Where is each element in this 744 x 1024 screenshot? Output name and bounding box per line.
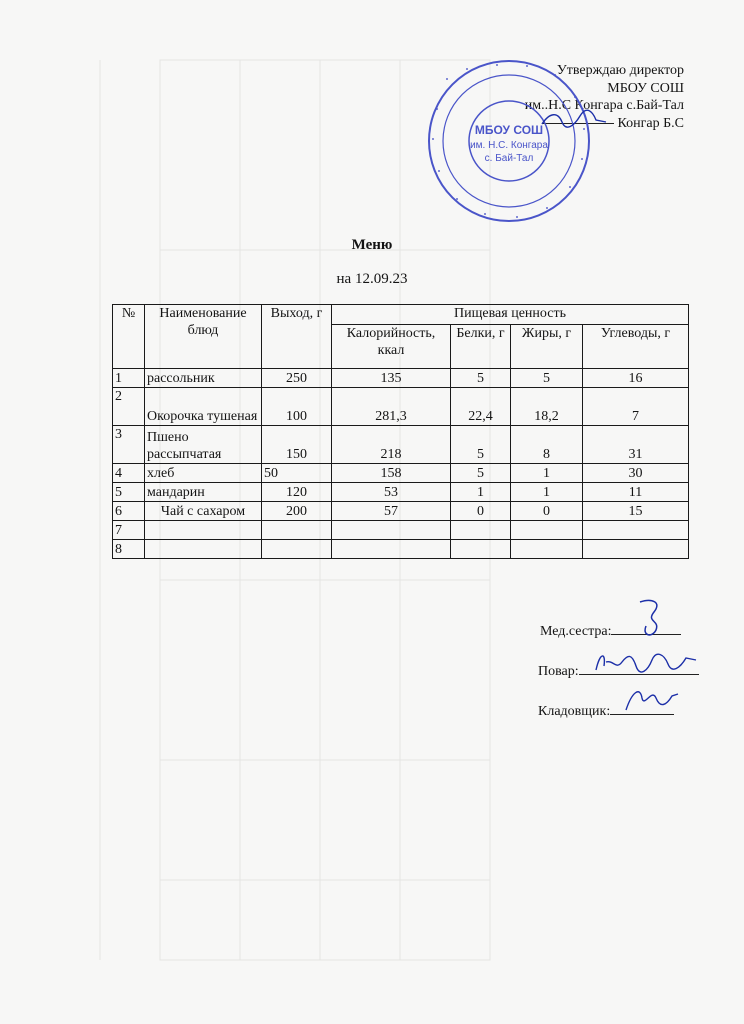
row-yield	[262, 540, 332, 559]
row-carbs	[583, 540, 689, 559]
row-fat: 5	[511, 369, 583, 388]
row-name: рассольник	[145, 369, 262, 388]
row-protein: 5	[451, 426, 511, 464]
row-carbs	[583, 521, 689, 540]
row-protein: 5	[451, 369, 511, 388]
header-name: Наименование блюд	[145, 305, 262, 369]
row-num: 5	[113, 483, 145, 502]
row-num: 7	[113, 521, 145, 540]
document-title: Меню	[351, 237, 393, 253]
nurse-label: Мед.сестра:	[540, 624, 612, 639]
cook-label: Повар:	[538, 664, 579, 679]
table-row	[113, 540, 689, 559]
stamp-line-2: им. Н.С. Конгара	[470, 140, 548, 151]
row-fat: 1	[511, 464, 583, 483]
approval-line-3: им..Н.С Конгара с.Бай-Тал	[524, 98, 684, 113]
row-name: Чай с сахаром	[145, 502, 262, 521]
row-protein: 0	[451, 502, 511, 521]
row-yield: 120	[262, 483, 332, 502]
approval-signer: Конгар Б.С	[617, 115, 684, 131]
row-protein	[451, 521, 511, 540]
document-date: на 12.09.23	[336, 271, 408, 287]
school-stamp	[426, 58, 592, 224]
row-calories	[332, 540, 451, 559]
row-calories: 135	[332, 369, 451, 388]
row-fat: 1	[511, 483, 583, 502]
stamp-line-1: МБОУ СОШ	[474, 123, 544, 137]
director-signature	[540, 108, 610, 130]
row-calories: 281,3	[332, 388, 451, 426]
stamp-line-3: с. Бай-Тал	[484, 153, 534, 164]
row-fat: 0	[511, 502, 583, 521]
row-num: 4	[113, 464, 145, 483]
row-carbs: 7	[583, 388, 689, 426]
row-carbs: 16	[583, 369, 689, 388]
table-row	[113, 464, 689, 483]
row-name: Пшено рассыпчатая	[145, 426, 262, 464]
header-nutrition: Пищевая ценность	[332, 305, 689, 325]
row-name	[145, 521, 262, 540]
row-num: 3	[113, 426, 145, 464]
row-name	[145, 540, 262, 559]
row-yield: 100	[262, 388, 332, 426]
header-num: №	[113, 305, 145, 369]
header-yield: Выход, г	[262, 305, 332, 369]
row-carbs: 31	[583, 426, 689, 464]
approval-line-2: МБОУ СОШ	[607, 80, 684, 96]
row-yield	[262, 521, 332, 540]
row-protein	[451, 540, 511, 559]
row-calories: 53	[332, 483, 451, 502]
header-carbs: Углеводы, г	[583, 325, 689, 369]
header-fat: Жиры, г	[511, 325, 583, 369]
row-yield: 200	[262, 502, 332, 521]
cook-signature	[592, 648, 702, 678]
row-calories	[332, 521, 451, 540]
table-row	[113, 426, 689, 464]
row-calories: 218	[332, 426, 451, 464]
row-name: хлеб	[145, 464, 262, 483]
storekeeper-signature-row	[540, 702, 699, 742]
row-yield: 150	[262, 426, 332, 464]
signatures-block	[540, 622, 699, 742]
row-carbs: 11	[583, 483, 689, 502]
row-protein: 22,4	[451, 388, 511, 426]
header-calories: Калорийность, ккал	[332, 325, 451, 369]
row-carbs: 30	[583, 464, 689, 483]
row-fat: 8	[511, 426, 583, 464]
row-fat: 18,2	[511, 388, 583, 426]
row-fat	[511, 521, 583, 540]
table-row	[113, 388, 689, 426]
row-name: Окорочка тушеная	[145, 388, 262, 426]
header-protein: Белки, г	[451, 325, 511, 369]
row-num: 2	[113, 388, 145, 426]
table-row	[113, 483, 689, 502]
row-num: 8	[113, 540, 145, 559]
menu-table	[112, 304, 689, 559]
row-yield: 50	[262, 464, 332, 483]
table-row	[113, 502, 689, 521]
storekeeper-signature	[622, 684, 682, 716]
approval-line-1: Утверждаю директор	[556, 63, 684, 78]
table-row	[113, 369, 689, 388]
row-fat	[511, 540, 583, 559]
row-yield: 250	[262, 369, 332, 388]
row-carbs: 15	[583, 502, 689, 521]
storekeeper-label: Кладовщик:	[538, 704, 611, 719]
row-num: 6	[113, 502, 145, 521]
row-name: мандарин	[145, 483, 262, 502]
nurse-signature	[632, 596, 672, 642]
table-row	[113, 521, 689, 540]
row-protein: 1	[451, 483, 511, 502]
row-protein: 5	[451, 464, 511, 483]
row-calories: 158	[332, 464, 451, 483]
row-num: 1	[113, 369, 145, 388]
row-calories: 57	[332, 502, 451, 521]
table-header-row	[113, 305, 689, 325]
